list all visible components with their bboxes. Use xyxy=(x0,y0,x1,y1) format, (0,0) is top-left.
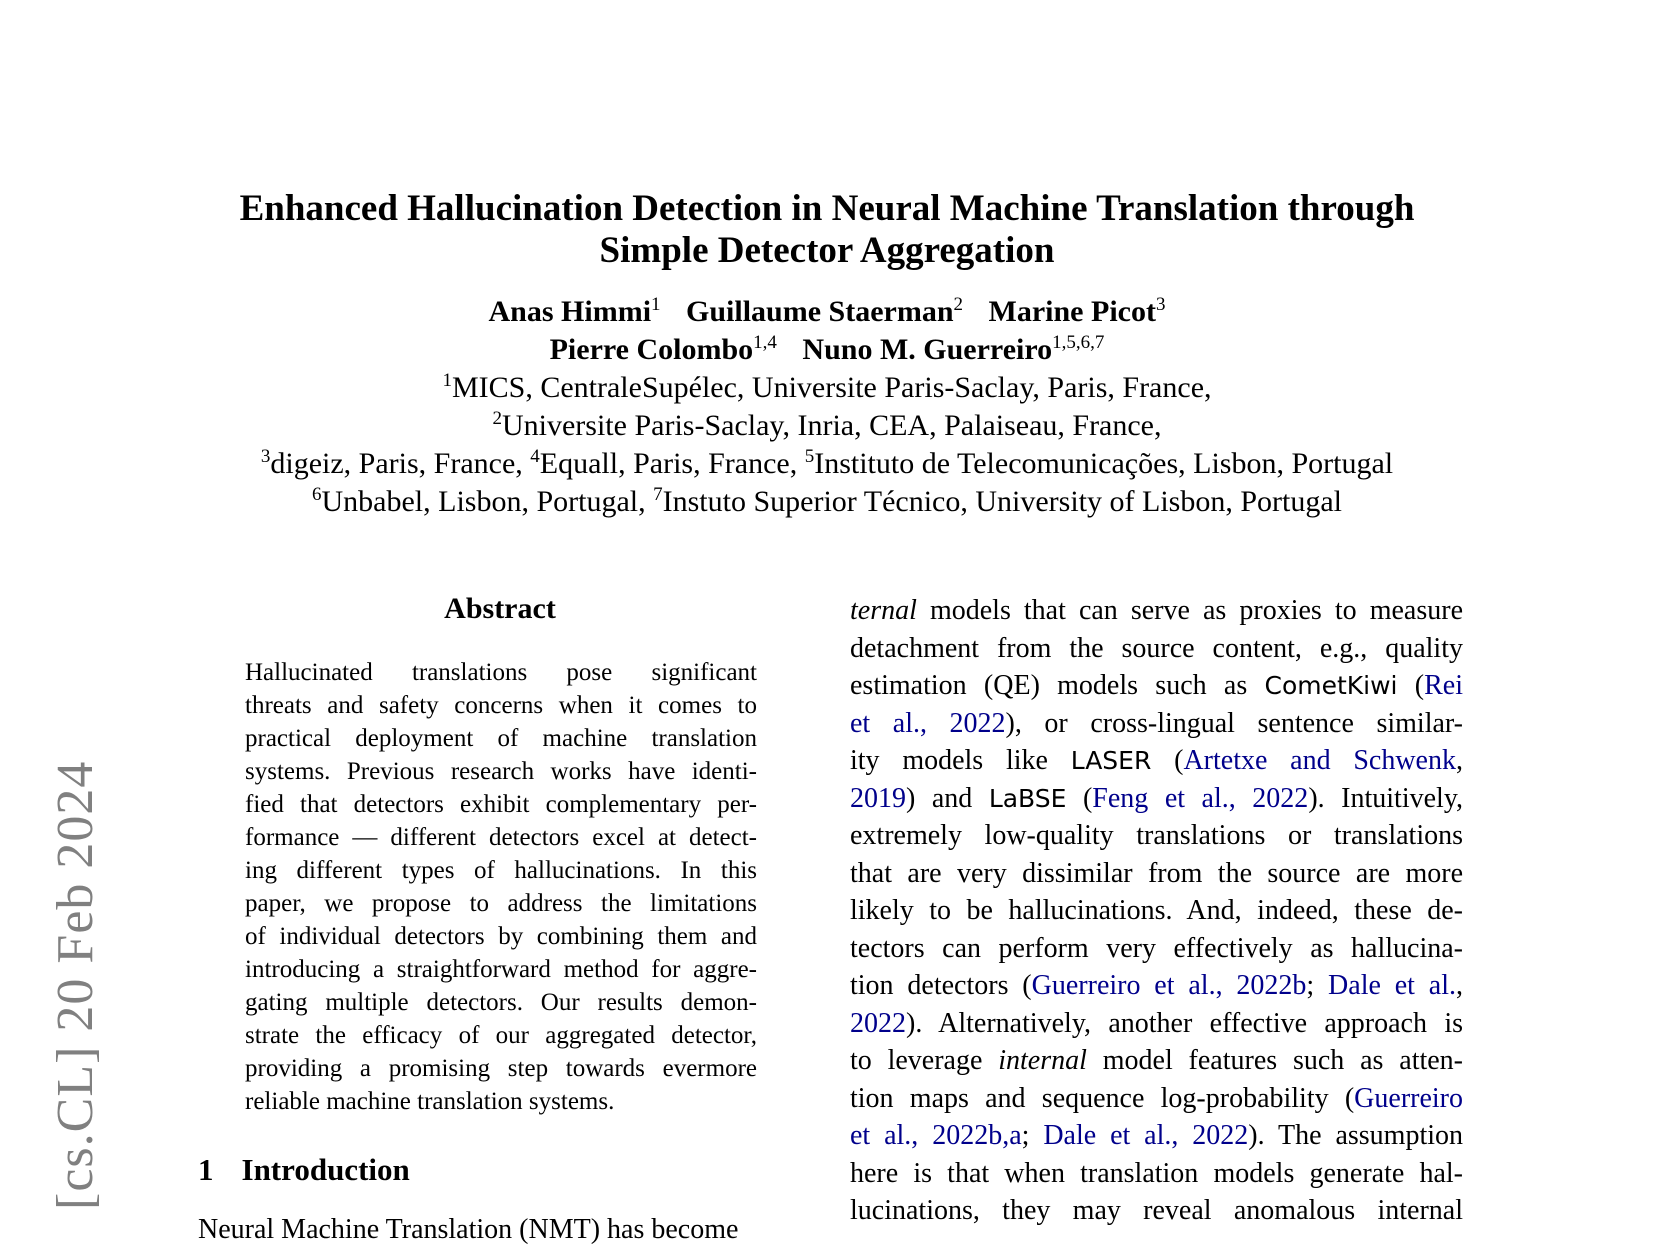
abstract-line: providing a promising step towards evermore xyxy=(245,1055,757,1082)
body-line xyxy=(850,705,1463,743)
body-line xyxy=(850,967,1463,1005)
affiliation-number: 4 xyxy=(530,446,540,467)
model-name: CometKiwi xyxy=(1264,671,1398,700)
text: to leverage xyxy=(850,1045,999,1076)
text: ) and xyxy=(906,783,989,814)
affiliation-text: Universite Paris-Saclay, Inria, CEA, Palaiseau, France, xyxy=(501,409,1162,442)
body-line: that are very dissimilar from the source are more xyxy=(850,858,1463,889)
author-affiliation-mark: 3 xyxy=(1155,294,1166,315)
author-affiliation-mark: 1,4 xyxy=(753,332,777,353)
body-line xyxy=(850,742,1463,780)
affiliation-number: 1 xyxy=(442,370,452,391)
body-line xyxy=(850,1117,1463,1155)
affiliation-text: Equall, Paris, France, xyxy=(539,447,805,480)
author-affiliation-mark: 1 xyxy=(651,294,661,315)
affiliation-number: 7 xyxy=(653,484,663,505)
abstract-line: practical deployment of machine translation xyxy=(245,725,757,752)
text: tion maps and sequence log-probability ( xyxy=(850,1083,1355,1114)
affiliation-text: Unbabel, Lisbon, Portugal, xyxy=(321,485,654,518)
affiliation-number: 2 xyxy=(492,408,502,429)
author-name: Nuno M. Guerreiro xyxy=(802,333,1053,366)
citation-link[interactable]: Dale et al., 2022 xyxy=(1043,1120,1249,1151)
emphasis-text: internal xyxy=(998,1045,1087,1076)
abstract-line: ing different types of hallucinations. In this xyxy=(245,857,757,884)
section-title: Introduction xyxy=(241,1152,410,1187)
abstract-line: strate the efficacy of our aggregated detector, xyxy=(245,1022,757,1049)
author xyxy=(686,295,963,328)
citation-link[interactable]: Guerreiro xyxy=(1354,1083,1463,1114)
author-name: Anas Himmi xyxy=(488,295,652,328)
text: ( xyxy=(1066,783,1093,814)
text: ity models like xyxy=(850,745,1071,776)
intro-first-line: Neural Machine Translation (NMT) has become xyxy=(198,1214,739,1245)
section-number: 1 xyxy=(198,1152,214,1187)
text: ). Alternatively, another effective approach is xyxy=(906,1008,1463,1039)
body-line xyxy=(850,1005,1463,1043)
abstract-line: threats and safety concerns when it comes to xyxy=(245,692,757,719)
citation-link[interactable]: Rei xyxy=(1424,670,1463,701)
emphasis-text: ternal xyxy=(850,595,917,626)
body-line: lucinations, they may reveal anomalous internal xyxy=(850,1195,1463,1226)
text: ( xyxy=(1397,670,1425,701)
text: ; xyxy=(1021,1120,1044,1151)
text: ( xyxy=(1151,745,1184,776)
affiliation-text: Instituto de Telecomunicações, Lisbon, Portugal xyxy=(814,447,1394,480)
abstract-line: gating multiple detectors. Our results demon- xyxy=(245,989,757,1016)
text: models that can serve as proxies to measure xyxy=(916,595,1463,626)
affiliation-line-4 xyxy=(0,484,1654,520)
text: estimation (QE) models such as xyxy=(850,670,1265,701)
affiliation-number: 3 xyxy=(260,446,271,467)
citation-link[interactable]: et al., 2022b,a xyxy=(850,1120,1022,1151)
model-name: LASER xyxy=(1070,746,1152,775)
text: , xyxy=(1456,970,1463,1001)
author xyxy=(489,295,661,328)
affiliation-number: 5 xyxy=(804,446,815,467)
abstract-line: of individual detectors by combining them and xyxy=(245,923,757,950)
paper-title-line-2: Simple Detector Aggregation xyxy=(599,230,1055,271)
body-line: detachment from the source content, e.g., quality xyxy=(850,633,1463,664)
abstract-line: fied that detectors exhibit complementary per- xyxy=(245,791,757,818)
text: ), or cross-lingual sentence similar- xyxy=(1005,708,1463,739)
affiliation-line-3 xyxy=(0,446,1654,482)
author xyxy=(989,295,1166,328)
model-name: LaBSE xyxy=(988,784,1067,813)
body-line xyxy=(850,1080,1463,1118)
text: ). Intuitively, xyxy=(1308,783,1463,814)
citation-link[interactable]: Dale et al. xyxy=(1328,970,1456,1001)
author-name: Marine Picot xyxy=(988,295,1156,328)
abstract-line: introducing a straightforward method for aggre- xyxy=(245,956,757,983)
abstract-line: reliable machine translation systems. xyxy=(245,1088,615,1115)
abstract-line: systems. Previous research works have identi- xyxy=(245,758,757,785)
text: , xyxy=(1456,745,1463,776)
arxiv-stamp: [cs.CL] 20 Feb 2024 xyxy=(47,760,104,1210)
affiliation-text: Instuto Superior Técnico, University of Lisbon, Portugal xyxy=(662,485,1342,518)
text: ; xyxy=(1306,970,1329,1001)
affiliation-text: digeiz, Paris, France, xyxy=(270,447,531,480)
affiliation-number: 6 xyxy=(312,484,322,505)
author-name: Pierre Colombo xyxy=(549,333,754,366)
body-line: here is that when translation models generate hal- xyxy=(850,1158,1463,1189)
section-heading-introduction xyxy=(198,1152,410,1188)
body-line: tectors can perform very effectively as hallucina- xyxy=(850,933,1463,964)
body-line xyxy=(850,592,1463,630)
citation-link[interactable]: et al., 2022 xyxy=(850,708,1006,739)
author xyxy=(802,333,1104,366)
author-affiliation-mark: 1,5,6,7 xyxy=(1052,332,1105,353)
authors-row-2 xyxy=(0,332,1654,368)
affiliation-line-1 xyxy=(0,370,1654,406)
affiliation-line-2 xyxy=(0,408,1654,444)
authors-row-1 xyxy=(0,294,1654,330)
author xyxy=(550,333,777,366)
text: model features such as atten- xyxy=(1086,1045,1464,1076)
body-line xyxy=(850,667,1463,705)
abstract-line: Hallucinated translations pose significant xyxy=(245,659,757,686)
author-affiliation-mark: 2 xyxy=(953,294,964,315)
abstract-heading: Abstract xyxy=(444,592,556,625)
abstract-line: paper, we propose to address the limitations xyxy=(245,890,757,917)
body-line xyxy=(850,780,1463,818)
citation-link[interactable]: Feng et al., 2022 xyxy=(1092,783,1309,814)
body-line: extremely low-quality translations or translations xyxy=(850,820,1463,851)
citation-link[interactable]: 2019 xyxy=(850,783,906,814)
body-line: likely to be hallucinations. And, indeed, these de- xyxy=(850,895,1463,926)
citation-link[interactable]: Artetxe and Schwenk xyxy=(1183,745,1456,776)
text: tion detectors ( xyxy=(850,970,1032,1001)
citation-link[interactable]: 2022 xyxy=(850,1008,906,1039)
text: ). The assumption xyxy=(1248,1120,1463,1151)
affiliation-text: MICS, CentraleSupélec, Universite Paris-Saclay, Paris, France, xyxy=(451,371,1212,404)
abstract-line: formance — different detectors excel at detect- xyxy=(245,824,757,851)
body-line xyxy=(850,1042,1463,1080)
author-name: Guillaume Staerman xyxy=(686,295,954,328)
paper-title-line-1: Enhanced Hallucination Detection in Neural Machine Translation through xyxy=(239,188,1415,229)
citation-link[interactable]: Guerreiro et al., 2022b xyxy=(1031,970,1307,1001)
